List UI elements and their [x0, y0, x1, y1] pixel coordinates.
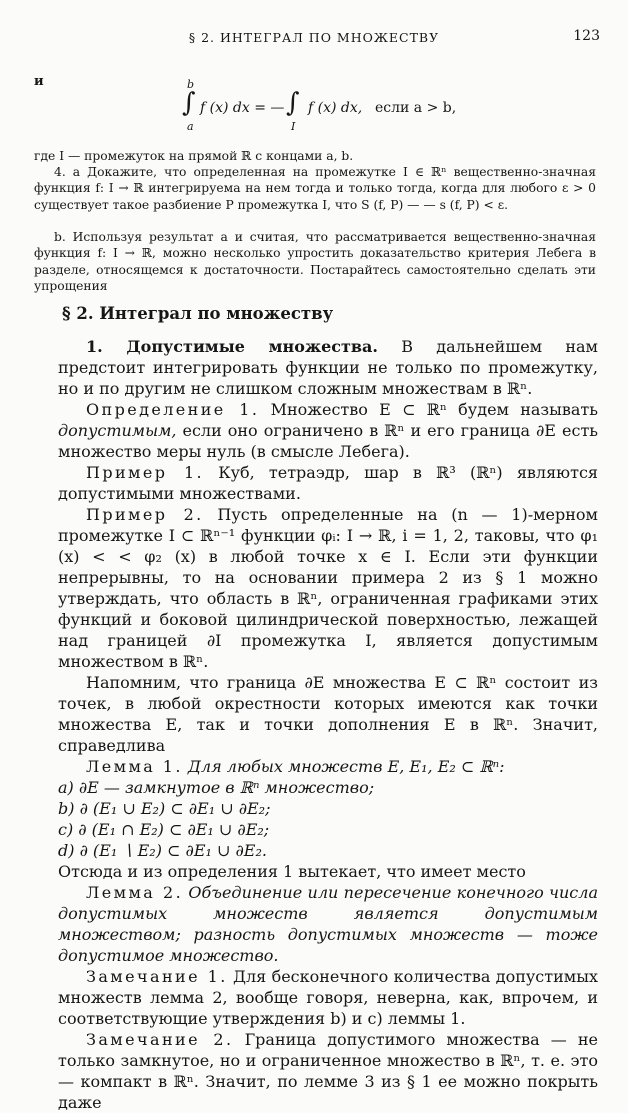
lemma-1	[58, 756, 598, 777]
example-1	[58, 462, 598, 504]
integral-sign-icon: ∫	[182, 88, 196, 118]
integral-sign-icon: ∫	[286, 88, 300, 118]
paragraph-consequence: Отсюда и из определения 1 вытекает, что имеет место	[58, 862, 526, 881]
page-number: 123	[573, 28, 600, 44]
lemma-1-items	[58, 777, 598, 861]
main-text	[58, 336, 598, 1113]
remark-label: Замечание 1.	[86, 967, 228, 986]
definition-text: Множество E ⊂ ℝⁿ будем называть	[259, 400, 598, 419]
exercise-4b: b. Используя результат а и считая, что рассматривается вещественно-значная функция f: I → ℝ, можно несколько упростить доказательство критерия Лебега в разделе, относящемся к достаточности. Постарайтесь самостоятельно сделать эти упрощения	[34, 230, 596, 293]
lemma-label: Лемма 1.	[86, 757, 183, 776]
lemma-item: d) ∂ (E₁ ∖ E₂) ⊂ ∂E₁ ∪ ∂E₂.	[58, 841, 267, 860]
paragraph-recall: Напомним, что граница ∂E множества E ⊂ ℝⁿ состоит из точек, в любой окрестности которых имеются как точки множества E, так и точки дополнения E в ℝⁿ. Значит, справедлива	[58, 673, 598, 755]
lemma-text: Объединение или пересечение конечного числа допустимых множеств является допустимым множеством; разность допустимых множеств — тоже допустимое множество.	[58, 883, 598, 965]
exercise-text: где I — промежуток на прямой ℝ с концами a, b.	[34, 149, 354, 163]
upper-limit: b	[187, 78, 195, 91]
remark-text: Для бесконечного количества допустимых множеств лемма 2, вообще говоря, неверна, как, впрочем, и соответствующие утверждения b) и c) леммы 1.	[58, 967, 598, 1028]
remark-1	[58, 966, 598, 1029]
paragraph-admissible-sets	[58, 336, 598, 399]
lemma-label: Лемма 2.	[86, 883, 184, 902]
conjunction-and: и	[34, 74, 44, 89]
remark-label: Замечание 2.	[86, 1030, 234, 1049]
definition-term: допустимым,	[58, 421, 177, 440]
remark-2	[58, 1029, 598, 1113]
exercise-4a: 4. а Докажите, что определенная на промежутке I ∈ ℝⁿ вещественно-значная функция f: I → ℝ интегрируема на нем тогда и только тогда, когда для любого ε > 0 существует такое разбиение P промежутка I, что S (f, P) — — s (f, P) < ε.	[34, 165, 596, 212]
lemma-item: b) ∂ (E₁ ∪ E₂) ⊂ ∂E₁ ∪ ∂E₂;	[58, 799, 271, 818]
lemma-item: c) ∂ (E₁ ∩ E₂) ⊂ ∂E₁ ∪ ∂E₂;	[58, 820, 270, 839]
definition-1	[58, 399, 598, 462]
definition-text: если оно ограничено в ℝⁿ и его граница ∂E есть множество меры нуль (в смысле Лебега).	[58, 421, 598, 461]
definition-label: Определение 1.	[86, 400, 260, 419]
page-header	[0, 30, 628, 50]
formula-right-side: f (x) dx,	[308, 100, 363, 116]
lemma-2	[58, 882, 598, 966]
formula-left-side: f (x) dx = —	[200, 100, 285, 116]
integral-formula	[180, 78, 620, 138]
running-head: § 2. ИНТЕГРАЛ ПО МНОЖЕСТВУ	[188, 30, 440, 45]
lower-limit-interval: I	[291, 120, 296, 133]
lemma-text: Для любых множеств E, E₁, E₂ ⊂ ℝⁿ:	[182, 757, 505, 776]
example-2	[58, 504, 598, 672]
paragraph-text: В дальнейшем нам предстоит интегрировать функции не только по промежутку, но и по другим не слишком сложным множествам в ℝⁿ.	[58, 337, 599, 398]
remark-text: Граница допустимого множества — не только замкнутое, но и ограниченное множество в ℝⁿ, т. е. это — компакт в ℝⁿ. Значит, по лемме 3 из § 1 ее можно покрыть даже	[58, 1030, 599, 1112]
section-title: § 2. Интеграл по множеству	[62, 304, 334, 323]
example-label: Пример 1.	[86, 463, 205, 482]
formula-condition: если a > b,	[375, 100, 457, 116]
lower-limit: a	[187, 120, 194, 133]
example-text: Куб, тетраэдр, шар в ℝ³ (ℝⁿ) являются допустимыми множествами.	[58, 463, 599, 503]
example-label: Пример 2.	[86, 505, 204, 524]
example-text: Пусть определенные на (n — 1)-мерном промежутке I ⊂ ℝⁿ⁻¹ функции φᵢ: I → ℝ, i = 1, 2, таковы, что φ₁ (x) < < φ₂ (x) в любой точке x ∈ I. Если эти функции непрерывны, то на основании примера 2 из § 1 можно утверждать, что область в ℝⁿ, ограниченная графиками этих функций и боковой цилиндрической поверхностью, лежащей над границей ∂I промежутка I, является допустимым множеством в ℝⁿ.	[58, 505, 599, 671]
subsection-title: 1. Допустимые множества.	[86, 337, 378, 356]
lemma-item: a) ∂E — замкнутое в ℝⁿ множество;	[58, 778, 375, 797]
